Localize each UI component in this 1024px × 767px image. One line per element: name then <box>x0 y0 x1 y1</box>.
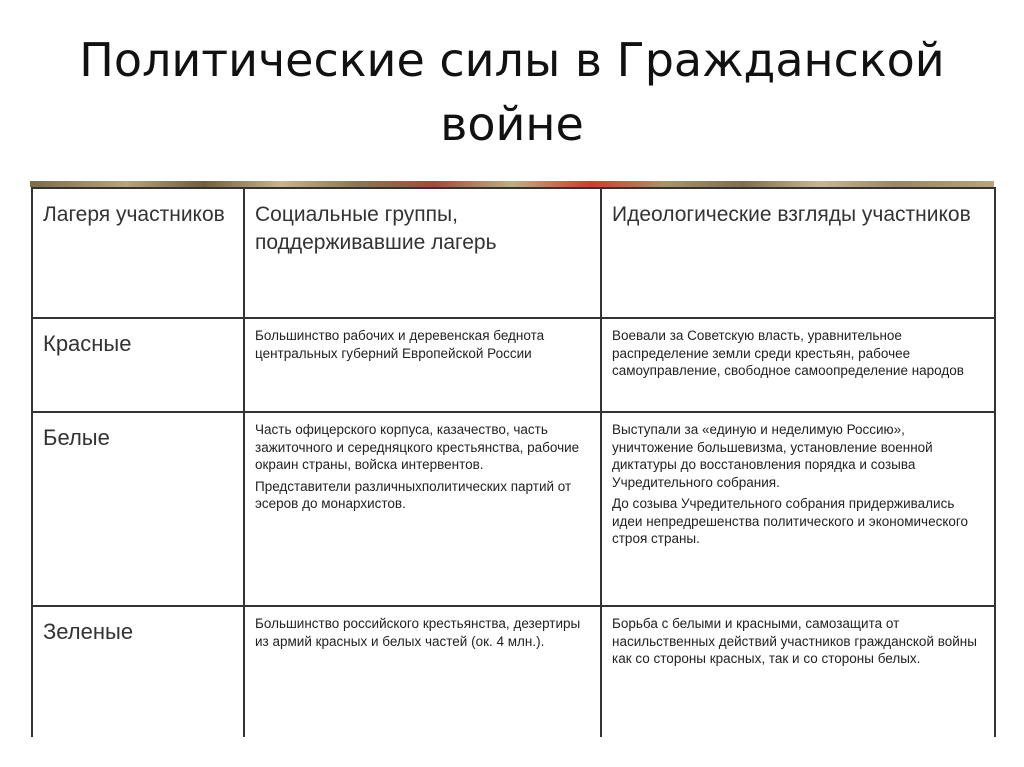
views-text: Борьба с белыми и красными, самозащита от насильственных действий участников гражданской войны как со стороны красных, так и со стороны белых. <box>612 616 977 666</box>
groups-cell <box>244 318 601 412</box>
slide-title-line-2: войне <box>440 97 584 151</box>
header-social-groups: Социальные группы, поддерживавшие лагерь <box>244 188 601 318</box>
groups-cell <box>244 412 601 606</box>
views-cell <box>601 606 995 737</box>
slide-title <box>0 28 1024 156</box>
header-camps: Лагеря участников <box>32 188 244 318</box>
views-text: Выступали за «единую и неделимую Россию», уничтожение большевизма, установление военной диктатуры до восстановления порядка и созыва Учредительного собрания. <box>612 422 933 490</box>
table-row-reds <box>32 318 995 412</box>
slide-title-line-1: Политические силы в Гражданской <box>79 33 945 87</box>
views-cell <box>601 318 995 412</box>
views-text: Воевали за Советскую власть, уравнительное распределение земли среди крестьян, рабочее самоуправление, свободное самоопределение народов <box>612 328 964 378</box>
camp-cell: Красные <box>32 318 244 412</box>
groups-text: Часть офицерского корпуса, казачество, часть зажиточного и середняцкого крестьянства, рабочие окраин страны, войска интервентов. <box>255 422 580 472</box>
groups-text: Большинство российского крестьянства, дезертиры из армий красных и белых частей (ок. 4 млн.). <box>255 616 581 649</box>
table-row-greens <box>32 606 995 737</box>
camp-cell: Зеленые <box>32 606 244 737</box>
groups-text: Представители различныхполитических партий от эсеров до монархистов. <box>255 478 572 511</box>
views-cell <box>601 412 995 606</box>
camp-cell: Белые <box>32 412 244 606</box>
views-text: До созыва Учредительного собрания придерживались идеи непредрешенства политического и экономического строя страны. <box>612 496 969 546</box>
groups-cell <box>244 606 601 737</box>
table-row-whites <box>32 412 995 606</box>
political-forces-table <box>31 187 996 737</box>
table-header-row <box>32 188 995 318</box>
groups-text: Большинство рабочих и деревенская беднота центральных губерний Европейской России <box>255 328 545 361</box>
header-ideological-views: Идеологические взгляды участников <box>601 188 995 318</box>
